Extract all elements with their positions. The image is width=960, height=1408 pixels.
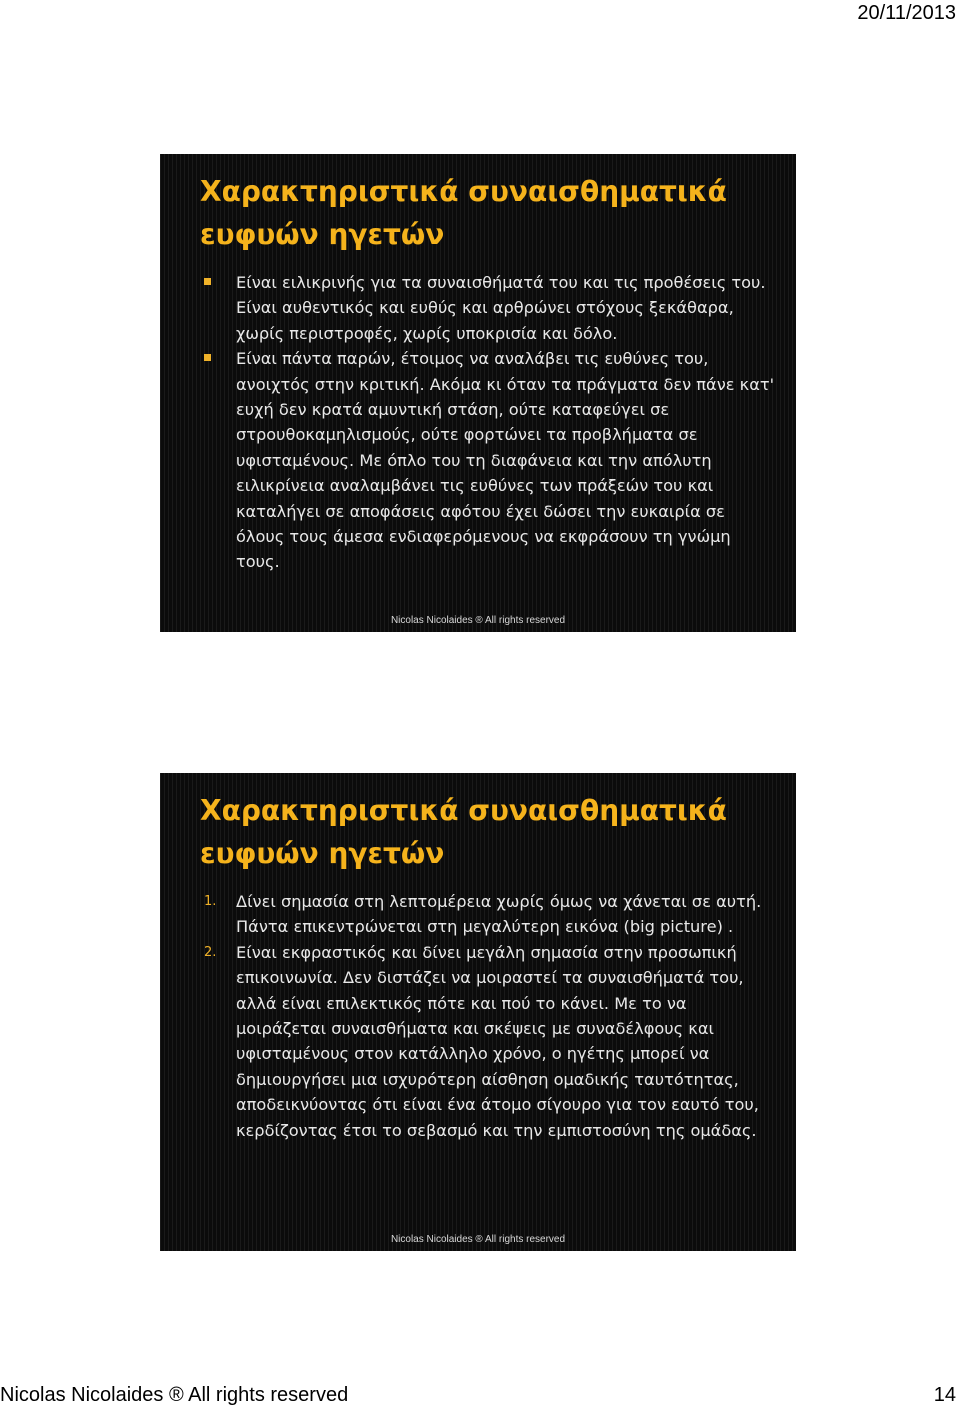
bullet-list (200, 270, 776, 575)
bullet-item (200, 270, 776, 346)
numbered-list (200, 889, 776, 1143)
numbered-item (200, 940, 776, 1143)
square-bullet-icon (204, 278, 211, 285)
numbered-item-text: Δίνει σημασία στη λεπτομέρεια χωρίς όμως να χάνεται σε αυτή. Πάντα επικεντρώνεται στη μεγαλύτερη εικόνα (big picture) . (236, 892, 762, 937)
slide-2 (160, 773, 796, 1251)
list-number: 1. (204, 894, 217, 909)
list-number: 2. (204, 944, 217, 960)
slide-title (200, 170, 780, 256)
slide-1 (160, 154, 796, 632)
page-number: 14 (933, 1384, 956, 1406)
slide-title-line-1: Χαρακτηριστικά συναισθηματικά (200, 175, 727, 208)
page-date: 20/11/2013 (857, 2, 956, 24)
slide-title (200, 789, 780, 875)
slide-footer: Nicolas Nicolaides ® All rights reserved (390, 615, 566, 626)
square-bullet-icon (204, 354, 211, 361)
bullet-text: Είναι πάντα παρών, έτοιμος να αναλάβει τις ευθύνες του, ανοιχτός στην κριτική. Ακόμα κι όταν τα πράγματα δεν πάνε κατ' ευχή δεν κρατά αμυντική στάση, ούτε καταφεύγει σε στρουθοκαμηλισμούς, ούτε φορτώνει τα προβλήματα σε υφισταμένους. Με όπλο του τη διαφάνεια και την απόλυτη ειλικρίνεια αναλαμβάνει τις ευθύνες των πράξεών του και καταλήγει σε αποφάσεις αφότου έχει δώσει την ευκαιρία σε όλους τους άμεσα ενδιαφερόμενους να εκφράσουν τη γνώμη τους. (236, 349, 775, 572)
slide-title-line-1: Χαρακτηριστικά συναισθηματικά (200, 794, 727, 827)
slide-title-line-2: ευφυών ηγετών (200, 218, 445, 251)
page-footer-copyright: Nicolas Nicolaides ® All rights reserved (0, 1384, 349, 1406)
numbered-item (200, 889, 776, 940)
slide-footer: Nicolas Nicolaides ® All rights reserved (390, 1234, 566, 1245)
slide-title-line-2: ευφυών ηγετών (200, 837, 445, 870)
bullet-item (200, 346, 776, 575)
bullet-text: Είναι ειλικρινής για τα συναισθήματά του και τις προθέσεις του. Είναι αυθεντικός και ευθύς και αρθρώνει στόχους ξεκάθαρα, χωρίς περιστροφές, χωρίς υποκρισία και δόλο. (236, 273, 766, 343)
numbered-item-text: Είναι εκφραστικός και δίνει μεγάλη σημασία στην προσωπική επικοινωνία. Δεν διστάζει να μοιραστεί τα συναισθήματά του, αλλά είναι επιλεκτικός πότε και πού το κάνει. Με το να μοιράζεται συναισθήματα και σκέψεις με συναδέλφους και υφισταμένους στον κατάλληλο χρόνο, ο ηγέτης μπορεί να δημιουργήσει μια ισχυρότερη αίσθηση ομαδικής ταυτότητας, αποδεικνύοντας ότι είναι ένα άτομο σίγουρο για τον εαυτό του, κερδίζοντας έτσι το σεβασμό και την εμπιστοσύνη της ομάδας. (236, 942, 759, 1140)
